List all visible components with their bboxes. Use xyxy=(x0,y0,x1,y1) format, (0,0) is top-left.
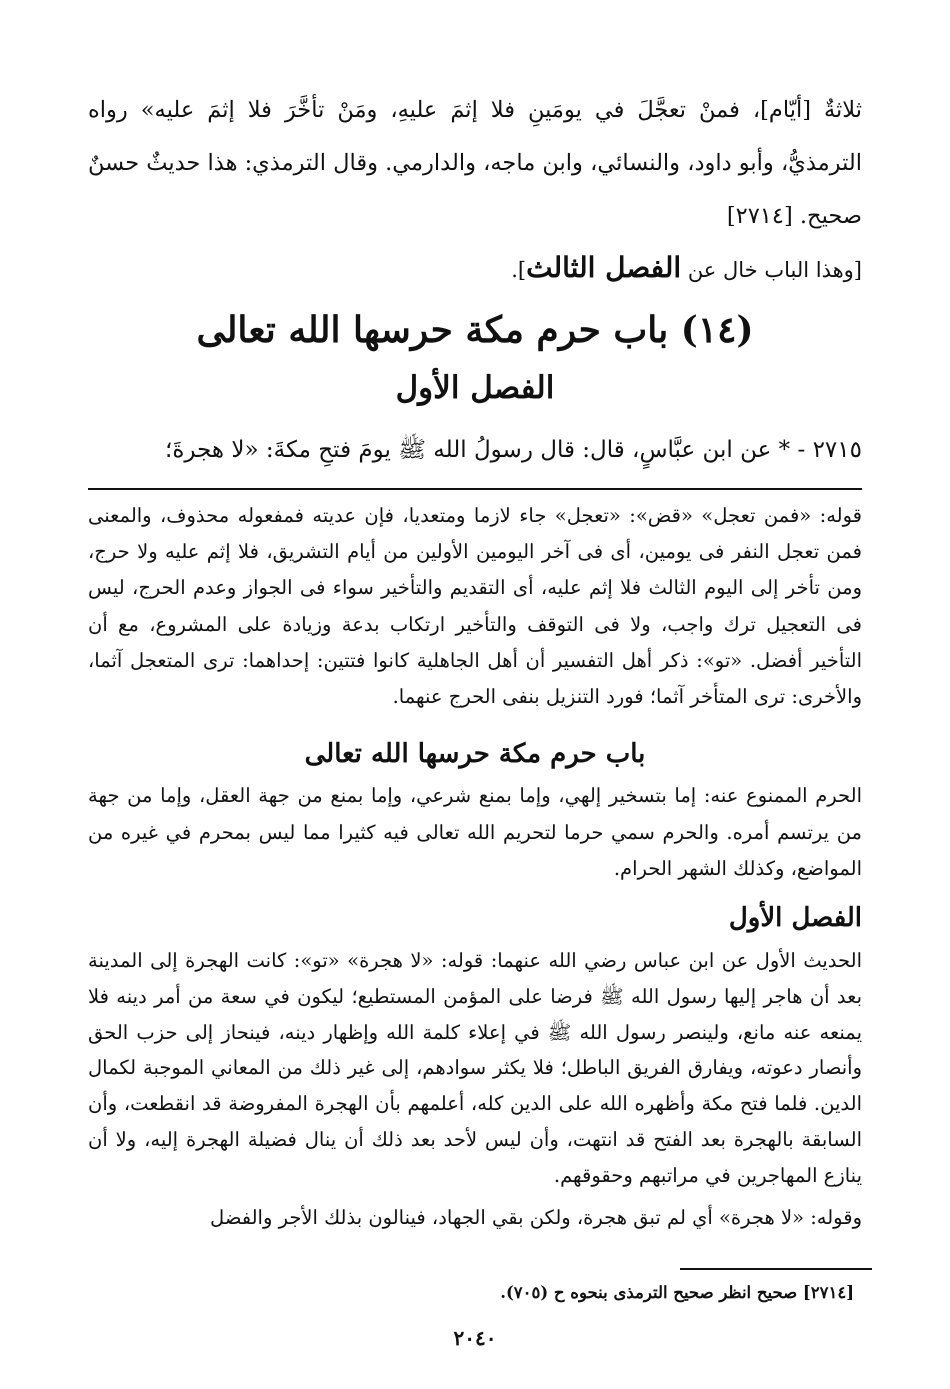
commentary-paragraph-3b: وقوله: «لا هجرة» أي لم تبق هجرة، ولكن بقي الجهاد، فينالون بذلك الأجر والفضل xyxy=(210,1205,862,1229)
section-title: الفصل الأول xyxy=(395,370,555,406)
chapter-title: (١٤) باب حرم مكة حرسها الله تعالى xyxy=(196,309,754,351)
commentary-paragraph-3a: الحديث الأول عن ابن عباس رضي الله عنهما: قوله: «لا هجرة» «تو»: كانت الهجرة إلى المدينة بعد أن هاجر إليها رسول الله ﷺ فرضا على المؤمن المستطيع؛ ليكون في سعة من أمر دينه فلا يمنعه عنه مانع، ولينصر رسول الله ﷺ في إعلاء كلمة الله وإظهار دينه، فينحاز إلى حزب الحق وأنصار دعوته، ويفارق الفريق الباطل؛ فلا يكثر سوادهم، إلى غير ذلك من المعاني الموجبة لكمال الدين. فلما فتح مكة وأظهره الله على الدين كله، أعلمهم بأن الهجرة المفروضة قد انقطعت، وأن السابقة بالهجرة بعد الفتح قد انتهت، وأن ليس لأحد بعد ذلك أن ينال فضيلة الهجرة إليه، ولا أن ينازع المهاجرين في مراتبهم وحقوقهم. xyxy=(88,949,862,1187)
commentary-section-title: الفصل الأول xyxy=(728,903,862,933)
footnote: [٢٧١٤] صحيح انظر صحيح الترمذى بنحوه ح (٧٠٥). xyxy=(500,1283,854,1302)
footnote-rule xyxy=(680,1268,872,1270)
commentary-block xyxy=(88,498,862,715)
commentary-block-3 xyxy=(88,943,862,1235)
hadith-continuation xyxy=(88,84,862,243)
commentary-block-2 xyxy=(88,778,862,888)
section-note xyxy=(88,248,862,290)
separator-rule xyxy=(88,488,862,490)
section-note-prefix: [وهذا الباب خال عن xyxy=(681,258,862,282)
hadith-line: ٢٧١٥ - * عن ابن عبَّاسٍ، قال: قال رسولُ الله ﷺ يومَ فتحِ مكةَ: «لا هجرةَ؛ xyxy=(165,437,862,463)
hadith-continuation-paragraph: ثلاثةٌ [أيّام]، فمنْ تعجَّلَ في يومَينِ فلا إثمَ عليهِ، ومَنْ تأخَّرَ فلا إثمَ عليه» رواه الترمذيُّ، وأبو داود، والنسائي، وابن ماجه، والدارمي. وقال الترمذي: هذا حديثٌ حسنٌ صحيح. [٢٧١٤] xyxy=(88,97,862,229)
section-note-suffix: ]. xyxy=(511,258,527,282)
section-note-bold: الفصل الثالث xyxy=(526,251,682,284)
commentary-paragraph: قوله: «فمن تعجل» «قض»: «تعجل» جاء لازما ومتعديا، فإن عديته فمفعوله محذوف، والمعنى فمن تعجل النفر فى يومين، أى فى آخر اليومين الأولين من أيام التشريق، فلا إثم عليه ولا حرج، ومن تأخر إلى اليوم الثالث فلا إثم عليه، أى التقديم والتأخير سواء فى الجواز وعدم الحرج، ليس فى التعجيل ترك واجب، ولا فى التوقف والتأخير ارتكاب بدعة وزيادة على المشروع، مع أن التأخير أفضل. «تو»: ذكر أهل التفسير أن أهل الجاهلية كانوا فتتين: إحداهما: ترى المتعجل آثما، والأخرى: ترى المتأخر آثما؛ فورد التنزيل بنفى الحرج عنهما. xyxy=(88,504,862,709)
commentary-paragraph-2: الحرم الممنوع عنه: إما بتسخير إلهي، وإما بمنع شرعي، وإما بمنع من جهة العقل، وإما من جهة من يرتسم أمره. والحرم سمي حرما لتحريم الله تعالى فيه كثيرا مما ليس بمحرم في غيره من المواضع، وكذلك الشهر الحرام. xyxy=(88,784,862,880)
page-number: ٢٠٤٠ xyxy=(453,1326,497,1350)
commentary-chapter-title: باب حرم مكة حرسها الله تعالى xyxy=(304,739,646,769)
